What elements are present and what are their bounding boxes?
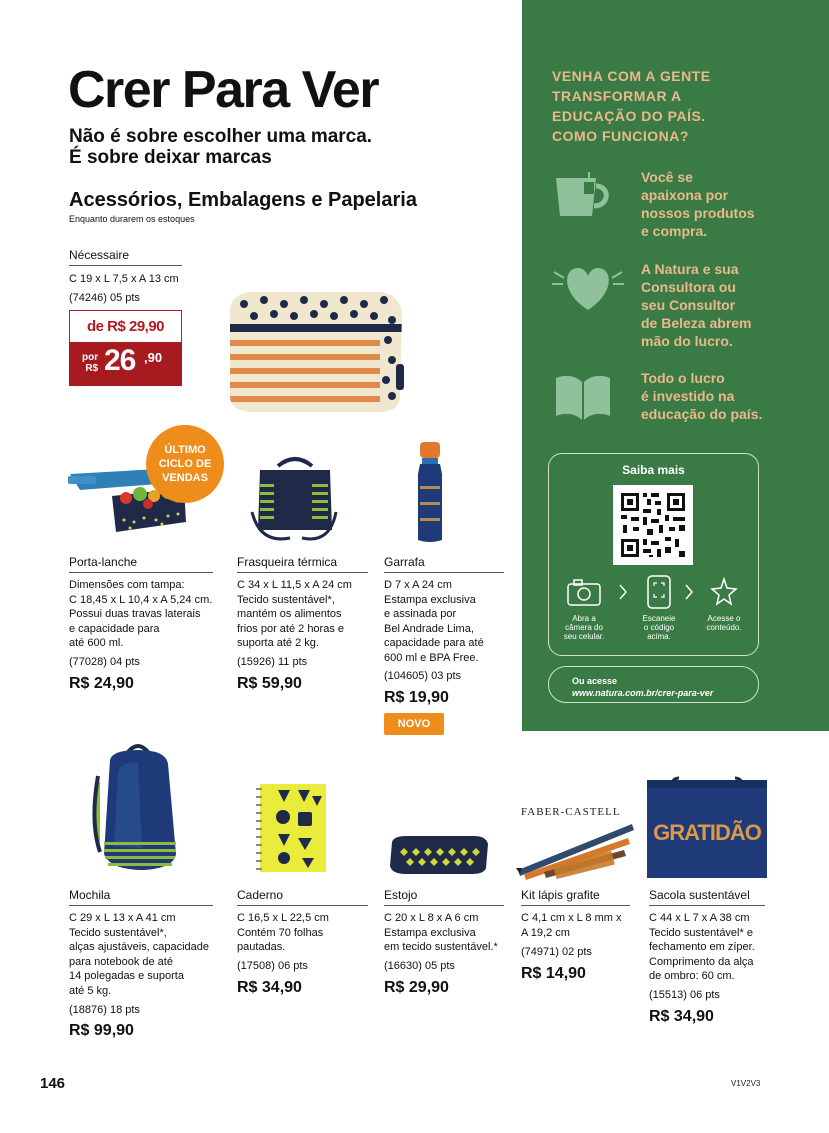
product-name-garrafa: Garrafa (384, 555, 425, 569)
desc-line: para notebook de até (69, 955, 173, 968)
product-price-mochila: R$ 99,90 (69, 1022, 134, 1039)
desc-line: capacidade para até (384, 637, 484, 649)
desc-line: C 44 x L 7 x A 38 cm (649, 912, 750, 924)
qr-step-line: Acesse o (707, 614, 741, 623)
desc-line: e capacidade para (69, 622, 160, 635)
sparkle-icon (707, 575, 741, 607)
product-price-kit: R$ 14,90 (521, 965, 586, 982)
desc-line: em tecido sustentável.* (384, 941, 498, 953)
qr-title: Saiba mais (622, 463, 685, 477)
desc-line: Tecido sustentável* e (649, 926, 753, 939)
faber-castell-logo: FABER-CASTELL (521, 806, 621, 818)
chevron-right-icon (617, 582, 629, 602)
badge-line: ÚLTIMO (164, 444, 206, 456)
qr-step-line: o código (643, 623, 675, 632)
product-code-sacola: (15513) 06 pts (649, 989, 720, 1001)
desc-line: pautadas. (237, 941, 286, 953)
qr-step-line: acima. (647, 632, 671, 641)
product-desc-frasqueira (237, 578, 377, 651)
qr-step-line: Abra a (572, 614, 596, 623)
panel-step-line: Você se (641, 169, 693, 185)
product-price-estojo: R$ 29,90 (384, 979, 449, 996)
product-code-caderno: (17508) 06 pts (237, 960, 308, 972)
new-price-decimal: ,90 (144, 350, 163, 365)
version-code: V1V2V3 (731, 1079, 761, 1088)
desc-line: suporta até 2 kg. (237, 637, 319, 649)
qr-step-1 (552, 614, 616, 641)
product-rule (384, 572, 504, 573)
heart-icon (550, 258, 626, 314)
product-code-portalanche: (77028) 04 pts (69, 656, 140, 668)
desc-line: C 16,5 x L 22,5 cm (237, 912, 329, 924)
product-name-portalanche: Porta-lanche (69, 555, 138, 569)
panel-heading (552, 66, 812, 146)
desc-line: D 7 x A 24 cm (384, 579, 452, 591)
panel-step-line: apaixona por (641, 187, 729, 203)
qr-code[interactable] (613, 485, 693, 565)
desc-line: Contém 70 folhas (237, 926, 324, 939)
product-code-garrafa: (104605) 03 pts (384, 670, 462, 682)
desc-line: C 18,45 x L 10,4 x A 5,24 cm. (69, 593, 213, 606)
product-code-frasqueira: (15926) 11 pts (237, 656, 308, 668)
product-name-estojo: Estojo (384, 888, 418, 902)
desc-line: C 20 x L 8 x A 6 cm (384, 912, 479, 924)
desc-line: Bel Andrade Lima, (384, 622, 474, 635)
desc-line: frios por até 2 horas e (237, 622, 345, 635)
desc-line: C 34 x L 11,5 x A 24 cm (237, 579, 352, 591)
desc-line: até 5 kg. (69, 984, 112, 997)
subtitle-line-1: Não é sobre escolher uma marca. (69, 126, 373, 147)
desc-line: Tecido sustentável*, (237, 593, 335, 606)
qr-step-line: Escaneie (642, 614, 676, 623)
desc-line: até 600 ml. (69, 637, 124, 649)
product-code-kit: (74971) 02 pts (521, 946, 592, 958)
new-price-integer: 26 (104, 344, 136, 377)
desc-line: Comprimento da alça (649, 955, 754, 968)
panel-step-line: A Natura e sua (641, 261, 739, 277)
pencils-image (514, 818, 638, 880)
panel-heading-line: EDUCAÇÃO DO PAÍS. (552, 108, 706, 124)
qr-step-line: seu celular. (563, 632, 605, 641)
por-label: por (82, 352, 99, 363)
panel-step-line: Todo o lucro (641, 370, 725, 386)
panel-step-line: educação do país. (641, 406, 763, 422)
mug-icon (552, 168, 612, 220)
product-price-garrafa: R$ 19,90 (384, 689, 449, 706)
product-rule (69, 572, 213, 573)
new-price-prefix (82, 352, 98, 374)
panel-step-line: de Beleza abrem (641, 315, 752, 331)
panel-step-line: e compra. (641, 223, 708, 239)
product-price-caderno: R$ 34,90 (237, 979, 302, 996)
panel-step-2 (641, 260, 811, 350)
desc-line: Estampa exclusiva (384, 926, 476, 939)
product-price-portalanche: R$ 24,90 (69, 675, 134, 692)
product-name-kit: Kit lápis grafite (521, 888, 600, 902)
qr-step-3 (692, 614, 756, 632)
currency-label: R$ (85, 363, 99, 374)
book-icon (552, 370, 614, 424)
product-rule (237, 572, 368, 573)
page-number: 146 (40, 1075, 66, 1092)
tote-bag-image (645, 776, 769, 882)
product-name-frasqueira: Frasqueira térmica (237, 555, 338, 569)
product-rule (69, 265, 182, 266)
old-price: de R$ 29,90 (86, 318, 165, 335)
product-code-mochila: (18876) 18 pts (69, 1004, 140, 1016)
desc-line: Possui duas travas laterais (69, 608, 201, 620)
product-rule (521, 905, 630, 906)
qr-step-2 (627, 614, 691, 641)
necessaire-image (220, 280, 410, 420)
desc-line: de ombro: 60 cm. (649, 970, 735, 982)
panel-heading-line: COMO FUNCIONA? (552, 128, 689, 144)
subtitle-line-2: É sobre deixar marcas (69, 147, 272, 168)
cooler-bag-image (250, 452, 340, 548)
panel-heading-line: VENHA COM A GENTE (552, 68, 711, 84)
chevron-right-icon (683, 582, 695, 602)
qr-step-line: câmera do (565, 623, 603, 632)
desc-line: 14 polegadas e suporta (69, 970, 184, 982)
panel-heading-line: TRANSFORMAR A (552, 88, 682, 104)
product-desc-sacola (649, 911, 774, 984)
panel-step-line: Consultora ou (641, 279, 736, 295)
product-rule (649, 905, 765, 906)
desc-line: 600 ml e BPA Free. (384, 651, 479, 664)
panel-step-line: seu Consultor (641, 297, 736, 313)
desc-line: A 19,2 cm (521, 926, 570, 939)
desc-line: e assinada por (384, 608, 457, 620)
new-badge: NOVO (384, 713, 444, 735)
desc-line: mantém os alimentos (237, 608, 342, 620)
product-rule (237, 905, 368, 906)
product-desc-mochila (69, 911, 234, 998)
desc-line: Estampa exclusiva (384, 593, 476, 606)
desc-line: Dimensões com tampa: (69, 579, 185, 591)
bottle-image (410, 440, 450, 546)
backpack-image (88, 742, 188, 882)
product-rule (69, 905, 213, 906)
desc-line: fechamento em zíper. (649, 941, 755, 953)
panel-step-1 (641, 168, 811, 240)
product-name-necessaire: Nécessaire (69, 248, 130, 262)
link-url[interactable]: www.natura.com.br/crer-para-ver (572, 688, 714, 698)
desc-line: C 4,1 cm x L 8 mm x (521, 912, 622, 924)
badge-line: VENDAS (162, 472, 208, 484)
panel-step-line: nossos produtos (641, 205, 755, 221)
product-desc-estojo (384, 911, 514, 955)
page-subtitle (69, 126, 489, 168)
desc-line: alças ajustáveis, capacidade (69, 941, 210, 953)
panel-step-line: mão do lucro. (641, 333, 733, 349)
product-desc-kit (521, 911, 636, 940)
pencil-case-image (386, 832, 492, 878)
product-code-estojo: (16630) 05 pts (384, 960, 455, 972)
product-desc-caderno (237, 911, 377, 955)
tote-print-text: GRATIDÃO (653, 820, 761, 845)
product-name-sacola: Sacola sustentável (649, 888, 750, 902)
product-name-caderno: Caderno (237, 888, 284, 902)
last-cycle-badge (146, 425, 224, 503)
qr-step-line: conteúdo. (706, 623, 742, 632)
notebook-image (254, 782, 328, 874)
badge-line: CICLO DE (158, 458, 212, 470)
link-label: Ou acesse (572, 676, 618, 686)
product-desc-garrafa (384, 578, 514, 665)
section-title: Acessórios, Embalagens e Papelaria (69, 189, 417, 211)
camera-icon (566, 577, 602, 607)
product-price-sacola: R$ 34,90 (649, 1008, 714, 1025)
desc-line: C 29 x L 13 x A 41 cm (69, 912, 176, 924)
product-name-mochila: Mochila (69, 888, 111, 902)
product-price-frasqueira: R$ 59,90 (237, 675, 302, 692)
product-desc-portalanche (69, 578, 229, 651)
product-code-necessaire: (74246) 05 pts (69, 292, 140, 304)
phone-scan-icon (646, 574, 672, 610)
section-note: Enquanto durarem os estoques (69, 214, 195, 224)
desc-line: Tecido sustentável*, (69, 926, 167, 939)
product-dims-necessaire: C 19 x L 7,5 x A 13 cm (69, 273, 179, 285)
page-title: Crer Para Ver (68, 61, 379, 119)
panel-step-3 (641, 369, 811, 423)
product-rule (384, 905, 504, 906)
panel-step-line: é investido na (641, 388, 735, 404)
